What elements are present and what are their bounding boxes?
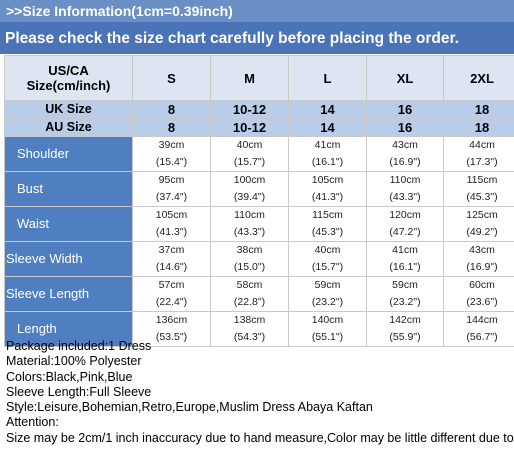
cm-value: 43cm: [469, 244, 495, 256]
cm-value: 120cm: [389, 209, 421, 221]
cm-value: 110cm: [234, 209, 265, 221]
measurement-cell: [367, 242, 444, 277]
inch-value: (15.0"): [233, 261, 266, 273]
cm-value: 44cm: [469, 139, 495, 151]
inch-value: (53.5"): [155, 331, 188, 343]
measurement-cell: [211, 172, 289, 207]
cm-value: 57cm: [158, 279, 185, 291]
inch-value: (15.4"): [155, 156, 188, 168]
size-accuracy-note: Size may be 2cm/1 inch inaccuracy due to hand measure,Color may be little different due to: [6, 430, 514, 445]
cm-value: 58cm: [236, 279, 263, 291]
cm-value: 136cm: [155, 314, 188, 326]
measurement-row-sleeve-width: [5, 242, 514, 277]
cm-value: 138cm: [233, 314, 266, 326]
attention-text: Attention:: [6, 415, 59, 430]
measurement-cell: [444, 277, 514, 312]
inch-value: (16.1"): [389, 261, 421, 273]
inch-value: (14.6"): [155, 261, 188, 273]
size-header-l: L: [289, 56, 367, 101]
measurement-cell: [444, 172, 514, 207]
measurement-cell: [289, 277, 367, 312]
cm-value: 59cm: [314, 279, 341, 291]
uk-size-row: [5, 101, 514, 119]
inch-value: (37.4"): [155, 191, 188, 203]
measurement-cell: [211, 242, 289, 277]
uk-size-label: UK Size: [5, 101, 133, 119]
inch-value: (39.4"): [233, 191, 266, 203]
inch-value: (41.3"): [311, 191, 344, 203]
au-size-cell: 8: [133, 119, 211, 137]
product-details: [6, 339, 514, 446]
inch-value: (41.3"): [155, 226, 188, 238]
uk-size-cell: 18: [444, 101, 514, 119]
size-header-s: S: [133, 56, 211, 101]
cm-value: 37cm: [158, 244, 185, 256]
measurement-cell: [289, 172, 367, 207]
measurement-cell: [211, 277, 289, 312]
inch-value: (16.9"): [389, 156, 421, 168]
cm-value: 142cm: [389, 314, 421, 326]
measurement-cell: [133, 242, 211, 277]
cm-value: 40cm: [236, 139, 263, 151]
size-header-row: [5, 56, 514, 101]
inch-value: (43.3"): [233, 226, 266, 238]
row-label-waist: Waist: [5, 207, 133, 242]
row-label-sleeve-width: Sleeve Width: [5, 242, 133, 277]
size-header-2xl: 2XL: [444, 56, 514, 101]
uk-size-cell: 14: [289, 101, 367, 119]
inch-value: (55.9"): [389, 331, 421, 343]
measurement-row-shoulder: [5, 137, 514, 172]
cm-value: 60cm: [469, 279, 495, 291]
cm-value: 41cm: [392, 244, 418, 256]
measurement-cell: [444, 137, 514, 172]
cm-value: 39cm: [158, 139, 185, 151]
inch-value: (45.3"): [311, 226, 344, 238]
inch-value: (23.2"): [389, 296, 421, 308]
measurement-cell: [444, 207, 514, 242]
measurement-cell: [289, 137, 367, 172]
row-label-bust: Bust: [5, 172, 133, 207]
cm-value: 125cm: [466, 209, 498, 221]
inch-value: (15.7"): [233, 156, 266, 168]
inch-value: (47.2"): [389, 226, 421, 238]
uk-size-cell: 16: [367, 101, 444, 119]
inch-value: (56.7"): [466, 331, 498, 343]
cm-value: 43cm: [392, 139, 418, 151]
au-size-cell: 16: [367, 119, 444, 137]
inch-value: (23.2"): [311, 296, 344, 308]
measurement-cell: [211, 207, 289, 242]
measurement-cell: [133, 207, 211, 242]
measurement-cell: [211, 137, 289, 172]
style-text: Style:Leisure,Bohemian,Retro,Europe,Muslim Dress Abaya Kaftan: [6, 400, 373, 415]
cm-value: 38cm: [236, 244, 263, 256]
au-size-cell: 10-12: [211, 119, 289, 137]
size-chart-table: [4, 55, 514, 347]
cm-value: 41cm: [314, 139, 341, 151]
cm-value: 105cm: [311, 174, 344, 186]
au-size-row: [5, 119, 514, 137]
row-label-sleeve-length: Sleeve Length: [5, 277, 133, 312]
package-text: Package included:1 Dress: [6, 339, 152, 353]
measurement-cell: [444, 242, 514, 277]
cm-value: 144cm: [466, 314, 498, 326]
cm-value: 100cm: [233, 174, 266, 186]
measurement-cell: [367, 137, 444, 172]
cm-value: 40cm: [314, 244, 341, 256]
measurement-cell: [367, 277, 444, 312]
inch-value: (55.1"): [311, 331, 344, 343]
measurement-row-sleeve-length: [5, 277, 514, 312]
uk-size-cell: 10-12: [211, 101, 289, 119]
cm-value: 115cm: [312, 209, 343, 221]
measurement-row-waist: [5, 207, 514, 242]
au-size-label: AU Size: [5, 119, 133, 137]
inch-value: (45.3"): [466, 191, 498, 203]
material-text: Material:100% Polyester: [6, 354, 142, 369]
measurement-cell: [133, 277, 211, 312]
size-header-m: M: [211, 56, 289, 101]
measurement-cell: [133, 137, 211, 172]
measurement-cell: [133, 172, 211, 207]
measurement-cell: [367, 207, 444, 242]
uk-size-cell: 8: [133, 101, 211, 119]
au-size-cell: 18: [444, 119, 514, 137]
inch-value: (22.4"): [155, 296, 188, 308]
measurement-row-bust: [5, 172, 514, 207]
row-label-shoulder: Shoulder: [5, 137, 133, 172]
measurement-cell: [289, 242, 367, 277]
size-corner-cell: [5, 56, 133, 101]
cm-value: 95cm: [158, 174, 185, 186]
size-info-bar: >>Size Information(1cm=0.39inch): [0, 0, 514, 22]
measurement-cell: [289, 207, 367, 242]
inch-value: (22.8"): [233, 296, 266, 308]
inch-value: (17.3"): [466, 156, 498, 168]
sleeve-length-text: Sleeve Length:Full Sleeve: [6, 384, 152, 399]
cm-value: 140cm: [311, 314, 344, 326]
size-header-xl: XL: [367, 56, 444, 101]
cm-value: 59cm: [392, 279, 418, 291]
row-label-length: Length: [5, 312, 133, 347]
corner-label-line-2: Size(cm/inch): [26, 78, 111, 93]
inch-value: (16.9"): [466, 261, 498, 273]
inch-value: (43.3"): [389, 191, 421, 203]
cm-value: 115cm: [466, 174, 498, 186]
cm-value: 110cm: [389, 174, 421, 186]
au-size-cell: 14: [289, 119, 367, 137]
colors-text: Colors:Black,Pink,Blue: [6, 369, 133, 384]
inch-value: (54.3"): [233, 331, 266, 343]
order-notice-bar: Please check the size chart carefully before placing the order.: [0, 22, 514, 54]
corner-label-line-1: US/CA: [48, 63, 89, 78]
inch-value: (15.7"): [311, 261, 344, 273]
measurement-cell: [367, 172, 444, 207]
cm-value: 105cm: [155, 209, 188, 221]
inch-value: (49.2"): [466, 226, 498, 238]
inch-value: (16.1"): [311, 156, 344, 168]
inch-value: (23.6"): [466, 296, 498, 308]
